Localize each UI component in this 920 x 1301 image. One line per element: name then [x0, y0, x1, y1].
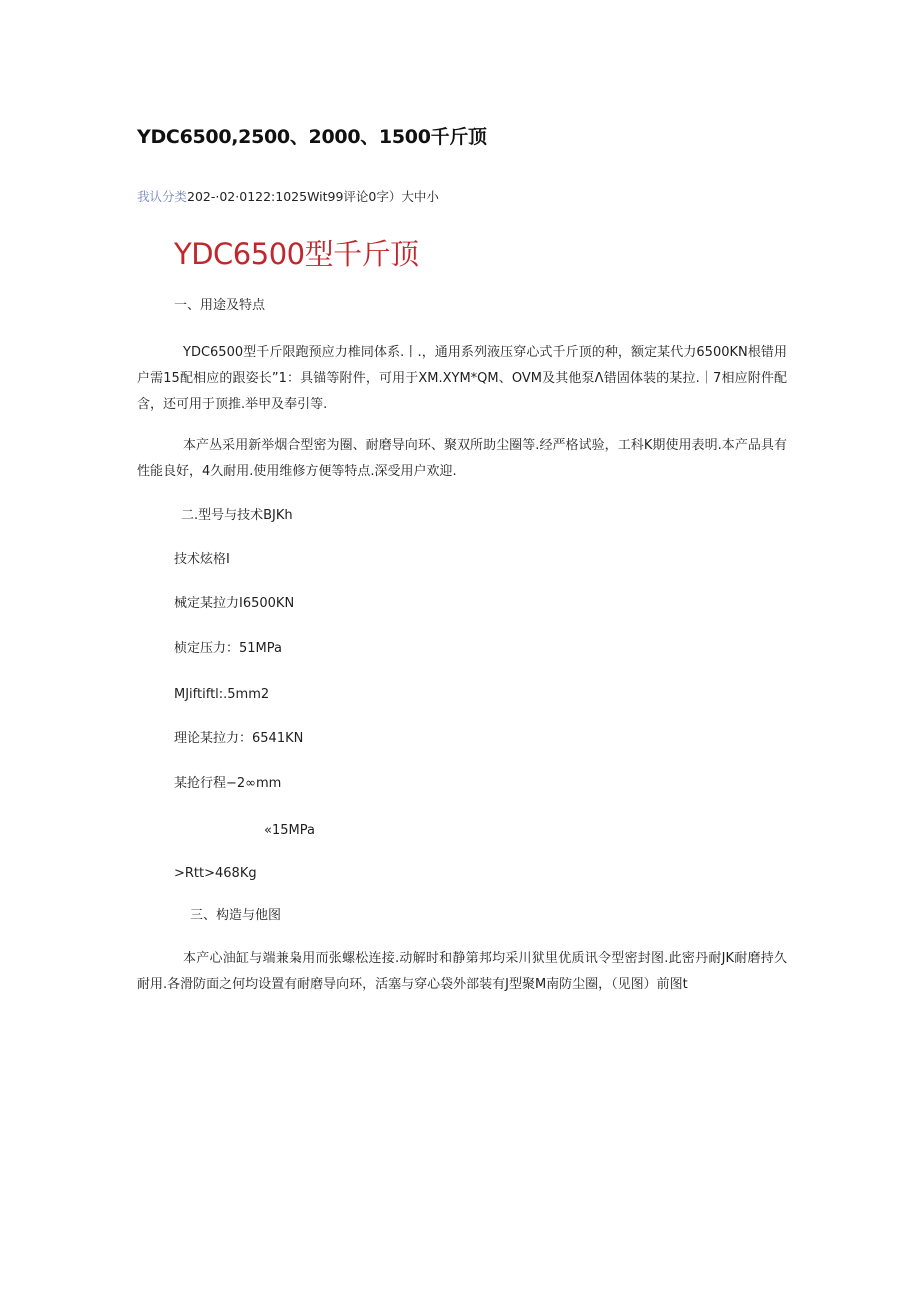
spec-theoretical-tension: 理论某拉力：6541KN — [174, 731, 304, 746]
spec-rated-tension: 械定某拉力I6500KN — [174, 596, 295, 611]
spec-stroke: 某抢行程−2∞mm — [174, 776, 282, 791]
section1-heading: 一、用途及特点 — [174, 298, 266, 313]
section2-heading: 二.型号与技术BJKh — [181, 508, 293, 523]
spec-rated-pressure: 桢定压力：51MPa — [174, 641, 282, 656]
meta-line — [137, 187, 439, 205]
spec-label: 技术炫格I — [174, 552, 230, 567]
spec-return-pressure: «15MPa — [264, 823, 315, 838]
product-heading: YDC6500型千斤顶 — [174, 237, 419, 271]
category-link[interactable]: 我认分类 — [137, 189, 188, 204]
spec-area: MJiftiftl:.5mm2 — [174, 687, 270, 702]
spec-weight: >Rtt>468Kg — [174, 866, 257, 881]
section3-paragraph-1: 本产心油缸与端兼枭用而张螺松连接.动解时和静第邦均采川狱里优质讯令型密封图.此密丹耐JK耐磨持久耐用.各滑防面之何均设置有耐磨导向环，活塞与穿心袋外部装有J型聚M南防尘圈，（见图）前图t — [137, 951, 787, 992]
meta-info: 202-·02·0122:1025Wit99评论0字）大中小 — [187, 189, 439, 204]
section1-paragraph-1: YDC6500型千斤限跑预应力椎同体系.丨.，通用系列液压穿心式千斤顶的种，额定某代力6500KN根错用户需15配相应的跟姿长”1：具锚等附件，可用于XM.XYM*QM、OVM及其他泵Λ错固体装的某拉.｜7相应附件配含，还可用于顶推.举甲及奉引等. — [137, 345, 787, 412]
document-title: YDC6500,2500、2000、1500千斤顶 — [137, 126, 487, 148]
section3-heading: 三、构造与他图 — [190, 908, 282, 923]
section1-paragraph-2: 本产丛采用新举烟合型密为圈、耐磨导向环、聚双所助尘圈等.经严格试验，工科K期使用表明.本产品具有性能良好，4久耐用.使用维修方便等特点.深受用户欢迎. — [137, 438, 787, 479]
